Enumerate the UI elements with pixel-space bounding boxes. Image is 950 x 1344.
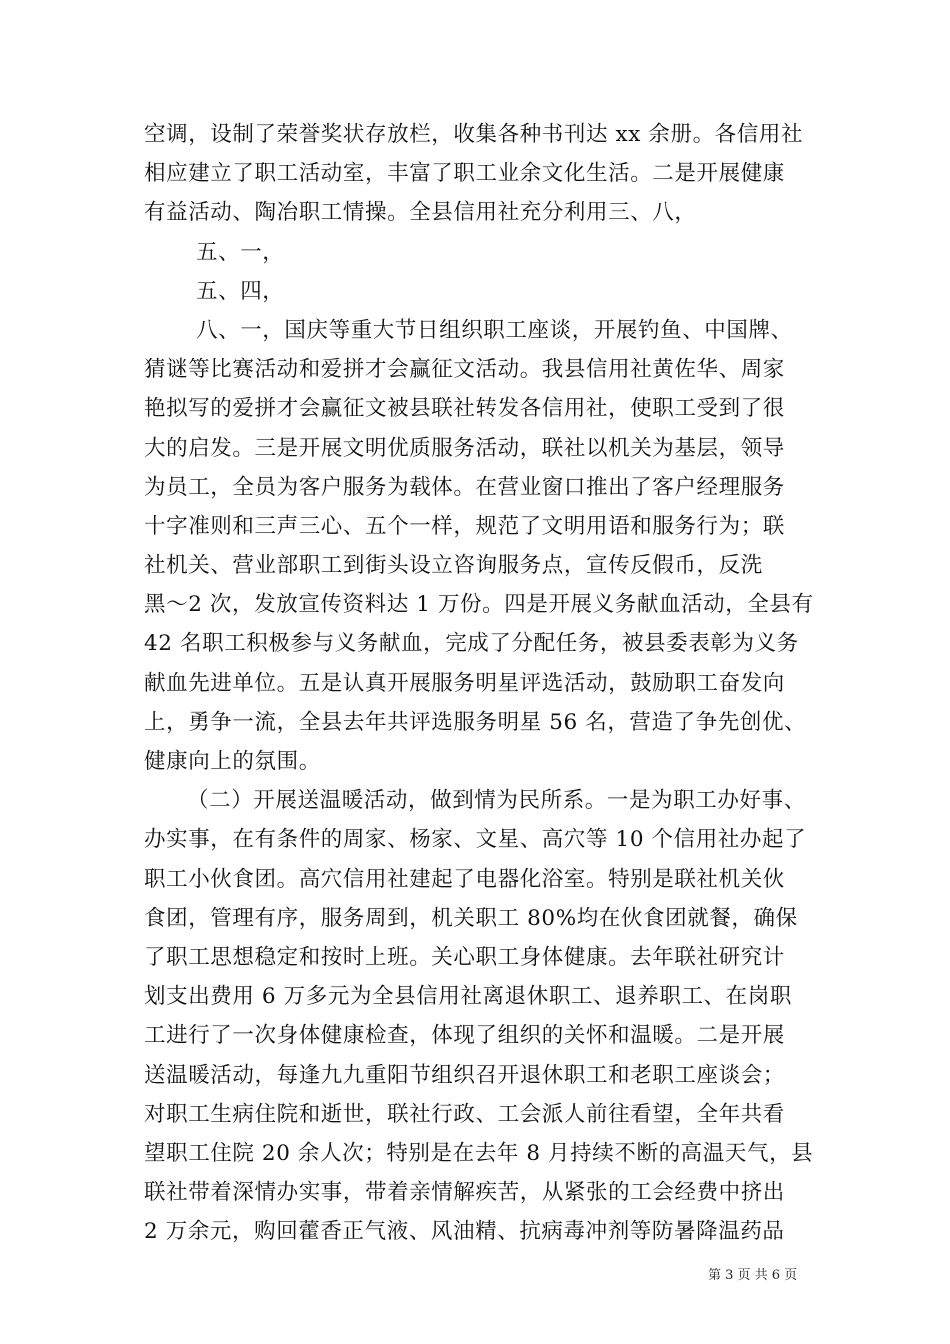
- text-line: 了职工思想稳定和按时上班。关心职工身体健康。去年联社研究计: [144, 944, 785, 970]
- text-line: 猜谜等比赛活动和爱拼才会赢征文活动。我县信用社黄佐华、周家: [144, 357, 785, 383]
- text-line: 联社带着深情办实事，带着亲情解疾苦，从紧张的工会经费中挤出: [144, 1180, 785, 1206]
- text-line: 2 万余元，购回藿香正气液、风油精、抗病毒冲剂等防暑降温药品: [144, 1219, 785, 1245]
- text-line: （二）开展送温暖活动，做到情为民所系。一是为职工办好事、: [187, 788, 806, 814]
- text-line: 五、四，: [196, 278, 285, 304]
- text-line: 工进行了一次身体健康检查，体现了组织的关怀和温暖。二是开展: [144, 1023, 785, 1049]
- text-line: 黑～2 次，发放宣传资料达 1 万份。四是开展义务献血活动，全县有: [144, 592, 814, 618]
- text-line: 十字准则和三声三心、五个一样，规范了文明用语和服务行为；联: [144, 513, 785, 539]
- text-line: 健康向上的氛围。: [144, 749, 321, 774]
- page-number: 第 3 页 共 6 页: [708, 1268, 798, 1283]
- text-line: 有益活动、陶冶职工情操。全县信用社充分利用三、八，: [144, 200, 697, 226]
- text-line: 42 名职工积极参与义务献血，完成了分配任务，被县委表彰为义务: [144, 631, 799, 657]
- text-line: 艳拟写的爱拼才会赢征文被县联社转发各信用社，使职工受到了很: [144, 396, 785, 422]
- text-line: 职工小伙食团。高穴信用社建起了电器化浴室。特别是联社机关伙: [144, 866, 785, 892]
- text-line: 八、一，国庆等重大节日组织职工座谈，开展钓鱼、中国牌、: [196, 317, 793, 343]
- text-line: 相应建立了职工活动室，丰富了职工业余文化生活。二是开展健康: [144, 161, 785, 187]
- text-line: 为员工，全员为客户服务为载体。在营业窗口推出了客户经理服务: [144, 474, 785, 500]
- text-line: 送温暖活动，每逢九九重阳节组织召开退休职工和老职工座谈会；: [144, 1062, 785, 1088]
- text-line: 大的启发。三是开展文明优质服务活动，联社以机关为基层，领导: [144, 435, 785, 461]
- text-line: 划支出费用 6 万多元为全县信用社离退休职工、退养职工、在岗职: [144, 984, 792, 1010]
- text-line: 望职工住院 20 余人次；特别是在去年 8 月持续不断的高温天气，县: [144, 1140, 814, 1166]
- body-text: [144, 115, 814, 1251]
- text-line: 献血先进单位。五是认真开展服务明星评选活动，鼓励职工奋发向: [144, 670, 785, 696]
- text-line: 五、一，: [196, 239, 285, 265]
- text-line: 社机关、营业部职工到街头设立咨询服务点，宣传反假币，反洗: [144, 553, 763, 579]
- text-line: 办实事，在有条件的周家、杨家、文星、高穴等 10 个信用社办起了: [144, 827, 807, 853]
- text-line: 食团，管理有序，服务周到，机关职工 80%均在伙食团就餐，确保: [144, 905, 798, 931]
- text-line: 上，勇争一流，全县去年共评选服务明星 56 名，营造了争先创优、: [144, 709, 807, 735]
- text-line: 空调，设制了荣誉奖状存放栏，收集各种书刊达 xx 余册。各信用社: [144, 122, 804, 147]
- text-line: 对职工生病住院和逝世，联社行政、工会派人前往看望，全年共看: [144, 1101, 785, 1127]
